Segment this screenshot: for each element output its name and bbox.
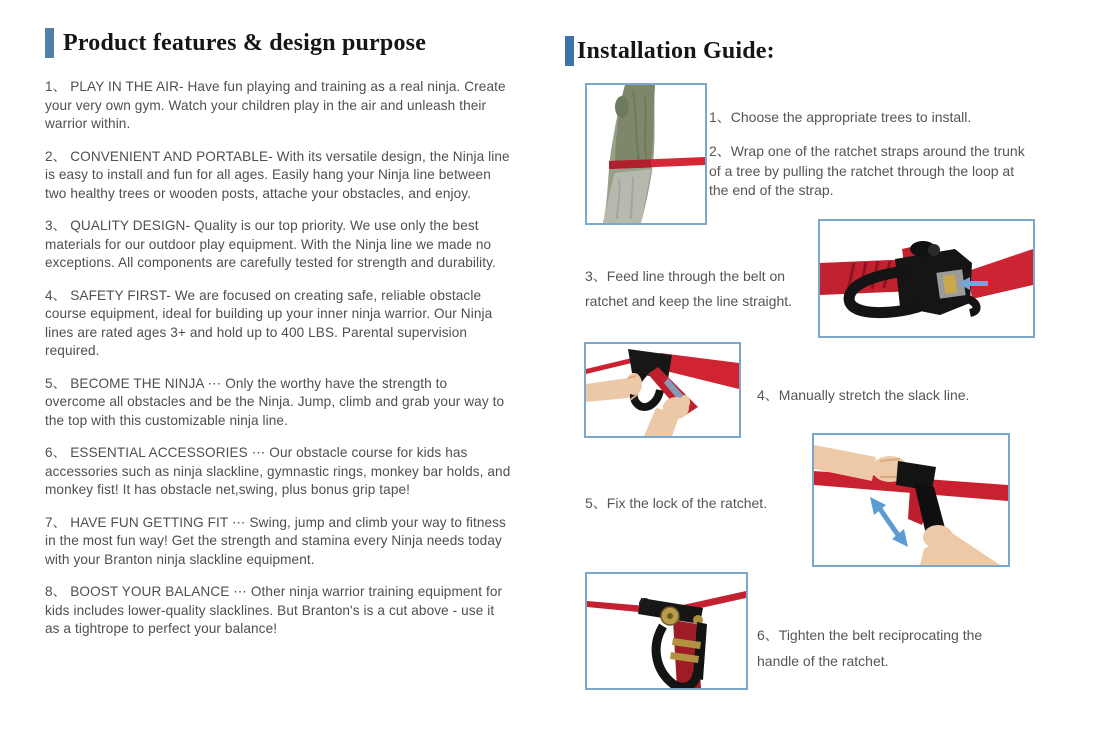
feature-item-6: 6、 ESSENTIAL ACCESSORIES ⋯ Our obstacle course for kids has accessories such as ninja slackline, gymnastic rings, monkey bar holds, and monkey fist! It has obstacle net,swing, plus bonus grip tape! xyxy=(45,445,511,497)
feature-item-4: 4、 SAFETY FIRST- We are focused on creating safe, reliable obstacle course equipment, ideal for building up your inner ninja warrior. Our Ninja lines are rated ages 3+ and hold up to 400 LBS. Parental supervision required. xyxy=(45,287,493,358)
ratchet-assembly xyxy=(638,598,707,687)
installation-accent-bar xyxy=(565,36,574,66)
feature-item-7: 7、 HAVE FUN GETTING FIT ⋯ Swing, jump and climb your way to fitness in the most fun way! Get the strength and stamina every Ninja needs today with your Branton ninja slackline equipment. xyxy=(45,514,506,567)
install-step-2: 2、Wrap one of the ratchet straps around the trunk of a tree by pulling the ratchet through the loop at the end of the strap. xyxy=(709,143,1025,198)
features-section-header xyxy=(45,28,426,58)
features-list xyxy=(45,78,511,653)
install-step-3: 3、Feed line through the belt on ratchet and keep the line straight. xyxy=(585,268,793,309)
install-step-6: 6、Tighten the belt reciprocating the handle of the ratchet. xyxy=(757,627,983,669)
installation-section-header xyxy=(565,36,775,66)
figure-hands-feeding-line xyxy=(584,342,741,438)
install-step-5: 5、Fix the lock of the ratchet. xyxy=(585,495,768,511)
feature-item-3: 3、 QUALITY DESIGN- Quality is our top priority. We use only the best materials for our outdoor play equipment. With the Ninja line we made no exceptions. All components are carefully tested for strength and durability. xyxy=(45,218,496,270)
features-accent-bar xyxy=(45,28,54,58)
figure-hand-locking-ratchet xyxy=(812,433,1010,567)
feature-item-8: 8、 BOOST YOUR BALANCE ⋯ Other ninja warrior training equipment for kids includes lower-quality slacklines. But Branton's is a cut above - use it as a tightrope to perfect your balance! xyxy=(45,584,503,636)
hands-feeding-illustration xyxy=(586,344,739,436)
feature-item-2: 2、 CONVENIENT AND PORTABLE- With its versatile design, the Ninja line is easy to install and fun for all ages. Easily hang your Ninja line between two healthy trees or wooden posts, attache your obstacles, and enjoy. xyxy=(45,148,510,201)
ratchet-closeup-illustration xyxy=(820,221,1033,336)
figure-ratchet-closeup xyxy=(818,219,1035,338)
feature-item-5: 5、 BECOME THE NINJA ⋯ Only the worthy have the strength to overcome all obstacles and be the Ninja. Jump, climb and grab your way to the top with this customizable ninja line. xyxy=(45,375,505,428)
right-strap xyxy=(968,249,1033,299)
ratchet-on-line-illustration xyxy=(587,574,746,688)
tree-strap-illustration xyxy=(587,85,705,223)
figure-tree-trunk-with-strap xyxy=(585,83,707,225)
features-title: Product features & design purpose xyxy=(63,30,427,56)
left-hand xyxy=(586,373,642,402)
ratchet-body xyxy=(849,241,976,315)
tree-trunk xyxy=(603,85,655,223)
installation-title: Installation Guide: xyxy=(577,38,775,64)
figure-ratchet-on-line xyxy=(585,572,748,690)
hand-locking-illustration xyxy=(814,435,1008,565)
lower-hand xyxy=(920,525,1000,565)
install-step-4: 4、Manually stretch the slack line. xyxy=(757,387,970,403)
double-arrow-icon xyxy=(870,497,908,547)
feature-item-1: 1、 PLAY IN THE AIR- Have fun playing and training as a real ninja. Create your very own gym. Watch your children play in the air and unleash their warrior within. xyxy=(45,79,506,131)
install-step-1: 1、Choose the appropriate trees to install. xyxy=(709,109,972,125)
